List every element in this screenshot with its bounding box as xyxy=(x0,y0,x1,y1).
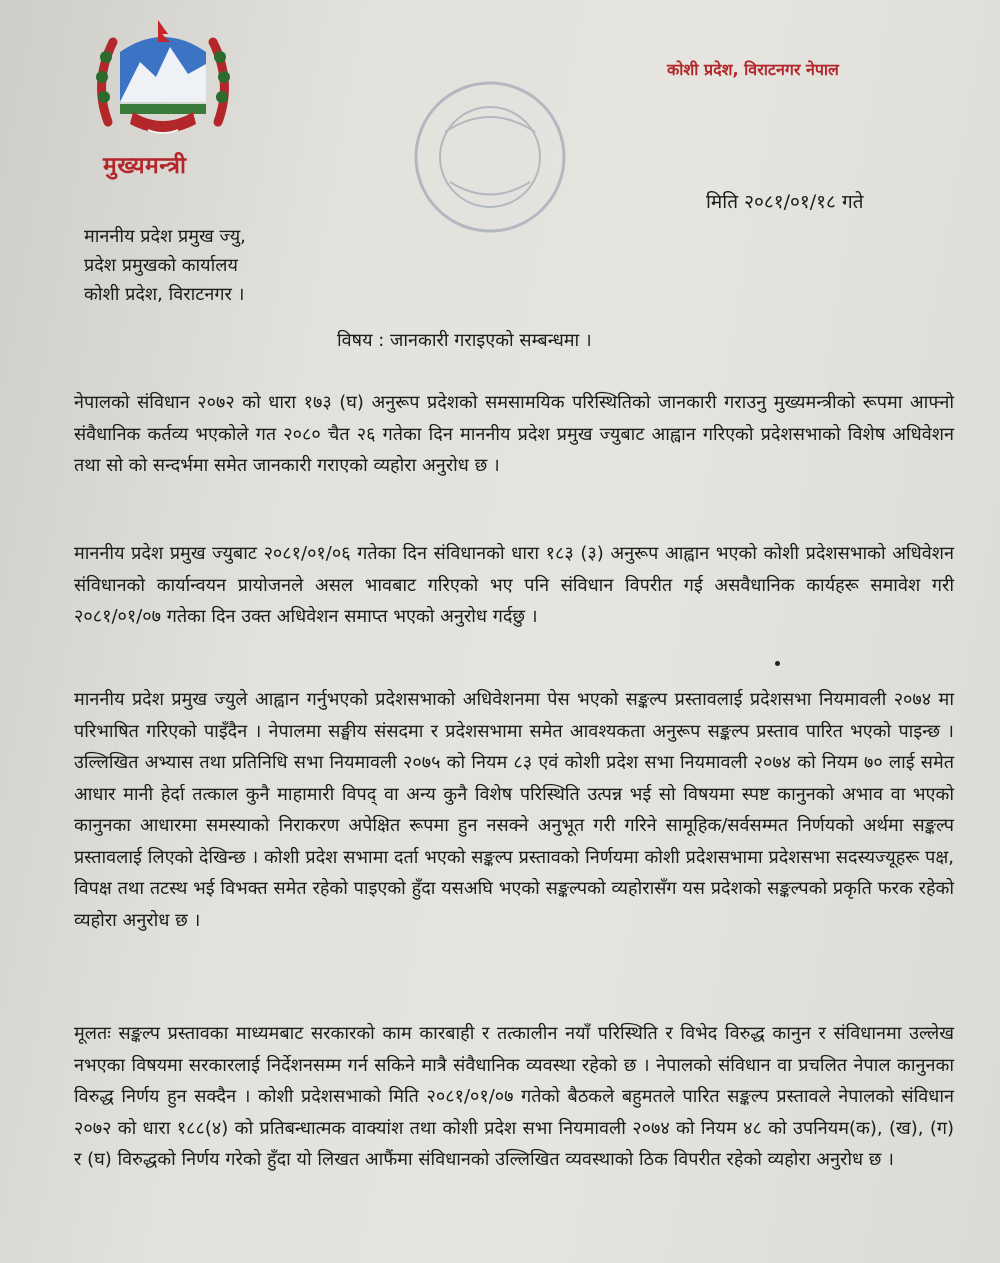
recipient-address xyxy=(84,222,246,309)
recipient-line: प्रदेश प्रमुखको कार्यालय xyxy=(84,255,238,276)
recipient-line: माननीय प्रदेश प्रमुख ज्यु, xyxy=(84,226,246,247)
body-paragraph: नेपालको संविधान २०७२ को धारा १७३ (घ) अनुरूप प्रदेशको समसामयिक परिस्थितिको जानकारी गराउनु मुख्यमन्त्रीको रूपमा आफ्नो संवैधानिक कर्तव्य भएकोले गत २०८० चैत २६ गतेका दिन माननीय प्रदेश प्रमुख ज्युबाट आह्वान गरिएको प्रदेशसभाको विशेष अधिवेशन तथा सो को सन्दर्भमा समेत जानकारी गराएको व्यहोरा अनुरोध छ । xyxy=(74,392,954,476)
letter-date: मिति २०८१/०१/१८ गते xyxy=(706,191,864,213)
body-paragraph: मूलतः सङ्कल्प प्रस्तावका माध्यमबाट सरकारको काम कारबाही र तत्कालीन नयाँ परिस्थिति र विभेद विरुद्ध कानुन र संविधानमा उल्लेख नभएका विषयमा सरकारलाई निर्देशनसम्म गर्न सकिने मात्रै संवैधानिक व्यवस्था रहेको छ । नेपालको संविधान वा प्रचलित नेपाल कानुनका विरुद्ध निर्णय हुन सक्दैन । कोशी प्रदेशसभाको मिति २०८१/०१/०७ गतेको बैठकले बहुमतले पारित सङ्कल्प प्रस्तावले नेपालको संविधान २०७२ को धारा १८८(४) को प्रतिबन्धात्मक वाक्यांश तथा कोशी प्रदेश सभा नियमावली २०७४ को नियम ४८ को उपनियम(क), (ख), (ग) र (घ) विरुद्धको निर्णय गरेको हुँदा यो लिखत आफैंमा संविधानको उल्लिखित व्यवस्थाको ठिक विपरीत रहेको व्यहोरा अनुरोध छ । xyxy=(74,1023,954,1170)
office-title: मुख्यमन्त्री xyxy=(103,153,187,179)
body-paragraph: माननीय प्रदेश प्रमुख ज्युले आह्वान गर्नुभएको प्रदेशसभाको अधिवेशनमा पेस भएको सङ्कल्प प्रस्तावलाई प्रदेशसभा नियमावली २०७४ मा परिभाषित गरिएको पाइँदैन । नेपालमा सङ्घीय संसदमा र प्रदेशसभामा समेत आवश्यकता अनुरूप सङ्कल्प प्रस्ताव पारित भएको पाइन्छ । उल्लिखित अभ्यास तथा प्रतिनिधि सभा नियमावली २०७५ को नियम ८३ एवं कोशी प्रदेश सभा नियमावली २०७४ को नियम ७० लाई समेत आधार मानी हेर्दा तत्काल कुनै माहामारी विपद् वा अन्य कुनै विशेष परिस्थिति उत्पन्न भई सो विषयमा स्पष्ट कानुनको अभाव वा भएको कानुनका आधारमा समस्याको निराकरण अपेक्षित रूपमा हुन नसक्ने अनुभूत गरी गरिने सामूहिक/सर्वसम्मत निर्णयको अर्थमा सङ्कल्प प्रस्तावलाई लिएको देखिन्छ । कोशी प्रदेश सभामा दर्ता भएको सङ्कल्प प्रस्तावको निर्णयमा कोशी प्रदेशसभामा प्रदेशसभा सदस्यज्यूहरू पक्ष, विपक्ष तथा तटस्थ भई विभक्त समेत रहेको पाइएको हुँदा यसअघि भएको सङ्कल्पको व्यहोरासँग यस प्रदेशको सङ्कल्पको प्रकृति फरक रहेको व्यहोरा अनुरोध छ । xyxy=(74,689,954,931)
letter-subject: विषय : जानकारी गराइएको सम्बन्धमा । xyxy=(337,330,592,351)
nepal-coat-of-arms-icon xyxy=(88,12,238,150)
body-paragraph: माननीय प्रदेश प्रमुख ज्युबाट २०८१/०१/०६ गतेका दिन संविधानको धारा १८३ (३) अनुरूप आह्वान भएको कोशी प्रदेशसभाको अधिवेशन संविधानको कार्यान्वयन प्रायोजनले असल भावबाट गरिएको भए पनि संविधान विपरीत गई असवैधानिक कार्यहरू समावेश गरी २०८१/०१/०७ गतेका दिन उक्त अधिवेशन समाप्त भएको अनुरोध गर्दछु । xyxy=(74,543,954,627)
office-stamp-seal-icon xyxy=(405,72,575,242)
office-address: कोशी प्रदेश, विराटनगर नेपाल xyxy=(667,60,839,79)
ink-dot xyxy=(775,661,780,666)
recipient-line: कोशी प्रदेश, विराटनगर । xyxy=(84,284,245,305)
